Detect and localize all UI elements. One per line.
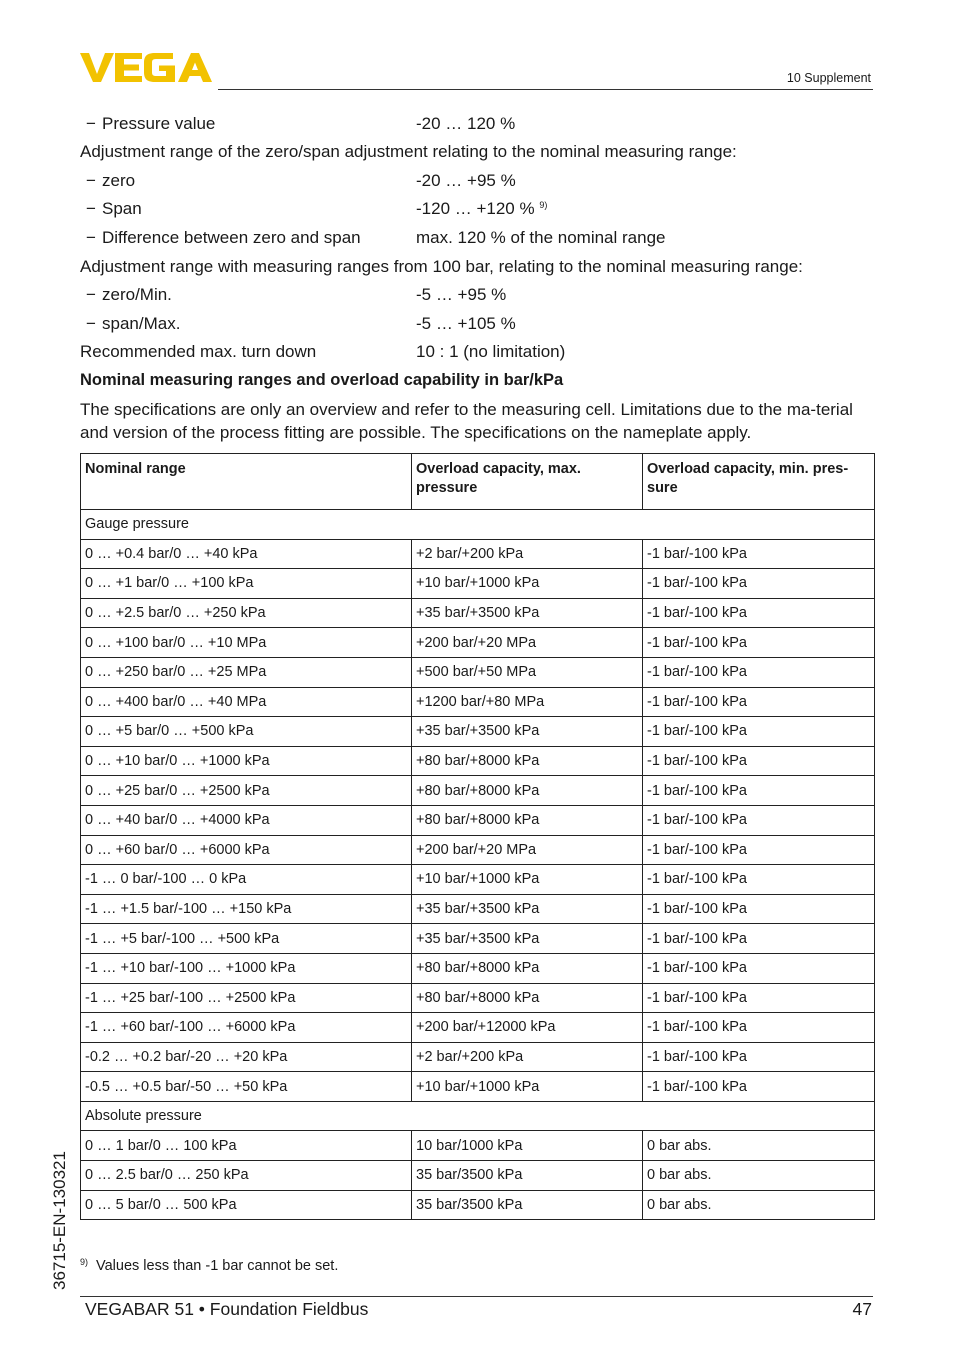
- spec-intro-zero-span: Adjustment range of the zero/span adjustment relating to the nominal measuring range:: [80, 142, 737, 161]
- nominal-range-cell: 0 … +25 bar/0 … +2500 kPa: [81, 776, 412, 806]
- document-id: 36715-EN-130321: [50, 1151, 69, 1290]
- table-body: [81, 510, 875, 1220]
- nominal-range-cell: 0 … +1 bar/0 … +100 kPa: [81, 569, 412, 599]
- table-row: [81, 598, 875, 628]
- overload-max-cell: 10 bar/1000 kPa: [412, 1131, 643, 1161]
- overload-max-cell: +2 bar/+200 kPa: [412, 1042, 643, 1072]
- overload-min-cell: -1 bar/-100 kPa: [643, 953, 875, 983]
- nominal-range-cell: 0 … +40 bar/0 … +4000 kPa: [81, 805, 412, 835]
- table-row: [81, 924, 875, 954]
- table-row: [81, 657, 875, 687]
- overload-min-cell: -1 bar/-100 kPa: [643, 539, 875, 569]
- overload-min-cell: -1 bar/-100 kPa: [643, 776, 875, 806]
- overload-min-cell: -1 bar/-100 kPa: [643, 717, 875, 747]
- section-paragraph: The specifications are only an overview and refer to the measuring cell. Limitations due to the ma-terial and version of the process fitting are possible. The specifications on the nameplate apply.: [80, 400, 853, 442]
- overload-min-cell: -1 bar/-100 kPa: [643, 1072, 875, 1102]
- overload-max-cell: +35 bar/+3500 kPa: [412, 924, 643, 954]
- footer-product: VEGABAR 51 • Foundation Fieldbus: [85, 1299, 369, 1319]
- overload-min-cell: 0 bar abs.: [643, 1131, 875, 1161]
- table-row: [81, 1013, 875, 1043]
- table-row: [81, 835, 875, 865]
- table-row: [81, 894, 875, 924]
- table-group-row: [81, 510, 875, 540]
- nominal-range-cell: 0 … +400 bar/0 … +40 MPa: [81, 687, 412, 717]
- footer-divider: [80, 1296, 873, 1297]
- overload-table: [80, 453, 875, 1220]
- overload-max-cell: +80 bar/+8000 kPa: [412, 776, 643, 806]
- overload-max-cell: +80 bar/+8000 kPa: [412, 953, 643, 983]
- table-row: [81, 1190, 875, 1220]
- overload-max-cell: +200 bar/+20 MPa: [412, 628, 643, 658]
- nominal-range-cell: -1 … +5 bar/-100 … +500 kPa: [81, 924, 412, 954]
- nominal-range-cell: 0 … +5 bar/0 … +500 kPa: [81, 717, 412, 747]
- overload-max-cell: +10 bar/+1000 kPa: [412, 1072, 643, 1102]
- section-heading: Nominal measuring ranges and overload capability in bar/kPa: [80, 371, 564, 389]
- overload-max-cell: +200 bar/+20 MPa: [412, 835, 643, 865]
- header-divider: [218, 89, 873, 90]
- nominal-range-cell: 0 … 1 bar/0 … 100 kPa: [81, 1131, 412, 1161]
- nominal-range-cell: -1 … +25 bar/-100 … +2500 kPa: [81, 983, 412, 1013]
- header-overload-min: Overload capacity, min. pres-sure: [643, 454, 875, 510]
- nominal-range-cell: 0 … 2.5 bar/0 … 250 kPa: [81, 1161, 412, 1191]
- nominal-range-cell: -1 … +60 bar/-100 … +6000 kPa: [81, 1013, 412, 1043]
- overload-min-cell: -1 bar/-100 kPa: [643, 865, 875, 895]
- overload-max-cell: +10 bar/+1000 kPa: [412, 569, 643, 599]
- overload-max-cell: +200 bar/+12000 kPa: [412, 1013, 643, 1043]
- page-number: 47: [852, 1299, 872, 1319]
- nominal-range-cell: -1 … 0 bar/-100 … 0 kPa: [81, 865, 412, 895]
- table-header-row: [81, 454, 875, 510]
- overload-min-cell: -1 bar/-100 kPa: [643, 1013, 875, 1043]
- overload-min-cell: -1 bar/-100 kPa: [643, 894, 875, 924]
- overload-min-cell: -1 bar/-100 kPa: [643, 628, 875, 658]
- overload-max-cell: +35 bar/+3500 kPa: [412, 717, 643, 747]
- overload-max-cell: +80 bar/+8000 kPa: [412, 805, 643, 835]
- nominal-range-cell: 0 … +100 bar/0 … +10 MPa: [81, 628, 412, 658]
- table-row: [81, 539, 875, 569]
- overload-min-cell: 0 bar abs.: [643, 1161, 875, 1191]
- footnote: [80, 1257, 338, 1274]
- overload-max-cell: 35 bar/3500 kPa: [412, 1161, 643, 1191]
- overload-max-cell: +35 bar/+3500 kPa: [412, 894, 643, 924]
- table-row: [81, 569, 875, 599]
- footnote-reference: 9): [539, 200, 548, 210]
- vega-logo-icon: [80, 50, 212, 84]
- overload-min-cell: -1 bar/-100 kPa: [643, 1042, 875, 1072]
- footnote-text: Values less than -1 bar cannot be set.: [96, 1258, 339, 1274]
- overload-min-cell: -1 bar/-100 kPa: [643, 687, 875, 717]
- overload-min-cell: -1 bar/-100 kPa: [643, 598, 875, 628]
- nominal-range-cell: 0 … +0.4 bar/0 … +40 kPa: [81, 539, 412, 569]
- overload-max-cell: +80 bar/+8000 kPa: [412, 983, 643, 1013]
- overload-min-cell: -1 bar/-100 kPa: [643, 657, 875, 687]
- vega-logo: [80, 50, 212, 89]
- overload-max-cell: +10 bar/+1000 kPa: [412, 865, 643, 895]
- table-row: [81, 717, 875, 747]
- table-row: [81, 983, 875, 1013]
- table-row: [81, 746, 875, 776]
- group-title: Absolute pressure: [81, 1101, 875, 1131]
- nominal-range-cell: -1 … +10 bar/-100 … +1000 kPa: [81, 953, 412, 983]
- table-row: [81, 805, 875, 835]
- overload-max-cell: +1200 bar/+80 MPa: [412, 687, 643, 717]
- table-row: [81, 1042, 875, 1072]
- table-row: [81, 1131, 875, 1161]
- nominal-range-cell: 0 … +60 bar/0 … +6000 kPa: [81, 835, 412, 865]
- overload-min-cell: -1 bar/-100 kPa: [643, 805, 875, 835]
- nominal-range-cell: -1 … +1.5 bar/-100 … +150 kPa: [81, 894, 412, 924]
- table-row: [81, 1161, 875, 1191]
- overload-max-cell: +35 bar/+3500 kPa: [412, 598, 643, 628]
- nominal-range-cell: -0.5 … +0.5 bar/-50 … +50 kPa: [81, 1072, 412, 1102]
- nominal-range-cell: 0 … +250 bar/0 … +25 MPa: [81, 657, 412, 687]
- spec-intro-100bar: Adjustment range with measuring ranges from 100 bar, relating to the nominal measuring range:: [80, 257, 803, 276]
- overload-min-cell: -1 bar/-100 kPa: [643, 835, 875, 865]
- table-group-row: [81, 1101, 875, 1131]
- overload-min-cell: -1 bar/-100 kPa: [643, 924, 875, 954]
- table-row: [81, 953, 875, 983]
- footnote-mark: 9): [80, 1257, 89, 1267]
- overload-min-cell: -1 bar/-100 kPa: [643, 983, 875, 1013]
- section-label: 10 Supplement: [786, 71, 871, 85]
- table-row: [81, 776, 875, 806]
- table-row: [81, 1072, 875, 1102]
- overload-max-cell: +2 bar/+200 kPa: [412, 539, 643, 569]
- overload-max-cell: +500 bar/+50 MPa: [412, 657, 643, 687]
- table-row: [81, 865, 875, 895]
- header-overload-max: Overload capacity, max. pressure: [412, 454, 643, 510]
- table-row: [81, 687, 875, 717]
- overload-max-cell: +80 bar/+8000 kPa: [412, 746, 643, 776]
- nominal-range-cell: -0.2 … +0.2 bar/-20 … +20 kPa: [81, 1042, 412, 1072]
- nominal-range-cell: 0 … 5 bar/0 … 500 kPa: [81, 1190, 412, 1220]
- overload-max-cell: 35 bar/3500 kPa: [412, 1190, 643, 1220]
- table-row: [81, 628, 875, 658]
- overload-min-cell: -1 bar/-100 kPa: [643, 569, 875, 599]
- nominal-range-cell: 0 … +2.5 bar/0 … +250 kPa: [81, 598, 412, 628]
- group-title: Gauge pressure: [81, 510, 875, 540]
- nominal-range-cell: 0 … +10 bar/0 … +1000 kPa: [81, 746, 412, 776]
- header-nominal-range: Nominal range: [81, 454, 412, 510]
- overload-min-cell: -1 bar/-100 kPa: [643, 746, 875, 776]
- overload-min-cell: 0 bar abs.: [643, 1190, 875, 1220]
